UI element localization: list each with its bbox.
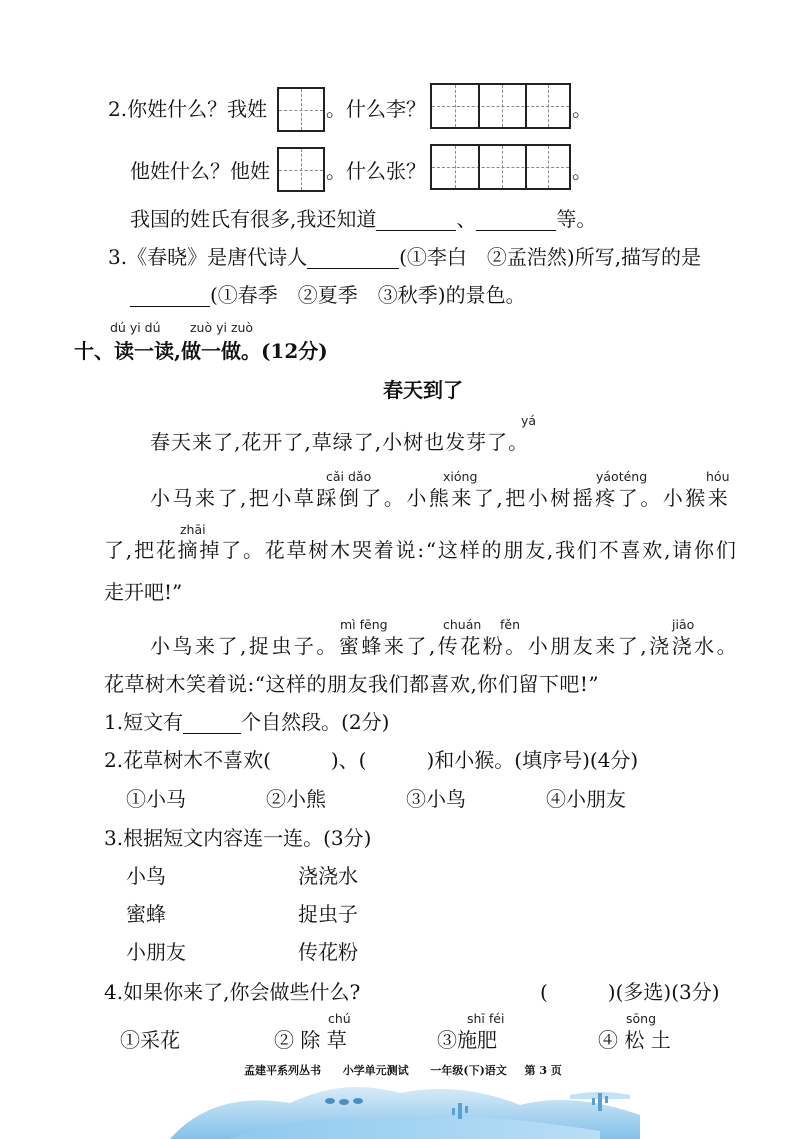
write-box-li[interactable] [430, 83, 571, 129]
match-right-2[interactable]: 捉虫子 [298, 902, 358, 926]
section-title: 十、读一读,做一做。(12分) [74, 339, 328, 363]
q2-line2-middle: 。什么张？ [326, 159, 426, 183]
pinyin-song: sōng [626, 1011, 657, 1026]
q3-line1 [108, 245, 701, 269]
match-left-3[interactable]: 小朋友 [126, 940, 186, 964]
question-3: 3.根据短文内容连一连。(3分) [104, 826, 372, 850]
q4-option-4: ④ 松 土 [598, 1028, 671, 1052]
footer-grade: 一年级(下)语文 [430, 1064, 507, 1077]
q4-option-2: ② 除 草 [274, 1028, 347, 1052]
write-box-surname-1[interactable] [277, 87, 325, 132]
q4-option-3: ③施肥 [437, 1028, 497, 1052]
passage-title: 春天到了 [383, 378, 463, 402]
q2-option-3: ③小鸟 [406, 787, 466, 811]
question-4: 4.如果你来了,你会做些什么? [104, 980, 361, 1004]
passage-p3-line1: 小鸟来了,捉虫子。蜜蜂来了,传花粉。小朋友来了,浇浇水。 [150, 634, 740, 658]
pinyin-chu: chú [328, 1011, 351, 1026]
q3-line1-text: 3.《春晓》是唐代诗人 [108, 245, 308, 269]
blank-surname-2[interactable] [476, 210, 556, 231]
q2-option-4: ④小朋友 [546, 787, 626, 811]
footer-page: 第 3 页 [524, 1064, 562, 1077]
desert-landscape-illustration [0, 1065, 793, 1139]
blank-poet[interactable] [307, 248, 399, 269]
pinyin-zuo-yi-zuo: zuò yi zuò [190, 320, 254, 335]
question-1-text: 1.短文有 [104, 710, 184, 734]
q4-option-1: ①采花 [120, 1028, 180, 1052]
passage-p2-line1: 小马来了,把小草踩倒了。小熊来了,把小树摇疼了。小猴来 [150, 486, 731, 510]
q2-line3 [130, 207, 596, 231]
q2-option-1: ①小马 [126, 787, 186, 811]
camel-caravan-icon [325, 1098, 363, 1105]
write-box-zhang[interactable] [430, 144, 571, 190]
question-1-tail: 个自然段。(2分) [241, 710, 390, 734]
pinyin-fen: fěn [500, 617, 521, 632]
q2-line2-prefix: 他姓什么？他姓 [130, 159, 270, 183]
pinyin-caidao: cǎi dǎo [326, 469, 372, 484]
blank-surname-1[interactable] [376, 210, 456, 231]
pinyin-du-yi-du: dú yi dú [110, 320, 161, 335]
q2-line1-end: 。 [572, 97, 592, 121]
footer-test: 小学单元测试 [342, 1064, 409, 1077]
q3-line2-options: (①春季 ②夏季 ③秋季)的景色。 [210, 283, 526, 307]
footer-series: 孟建平系列丛书 [244, 1064, 321, 1077]
match-left-2[interactable]: 蜜蜂 [126, 902, 166, 926]
passage-p2-line2: 了,把花摘掉了。花草树木哭着说:“这样的朋友,我们不喜欢,请你们 [104, 538, 738, 562]
pinyin-hou: hóu [706, 469, 730, 484]
q3-line2 [130, 283, 526, 307]
pinyin-mifeng: mì fēng [340, 617, 388, 632]
pinyin-shifei: shī féi [467, 1011, 505, 1026]
pinyin-yaoteng: yáoténg [596, 469, 648, 484]
q2-line3-sep: 、 [456, 207, 477, 231]
blank-paragraph-count[interactable] [183, 713, 241, 734]
passage-p2-line3: 走开吧!” [104, 580, 183, 604]
question-1 [104, 710, 389, 734]
pinyin-ya: yá [521, 413, 537, 428]
pinyin-jiao: jiāo [672, 617, 695, 632]
pinyin-xiong: xióng [443, 469, 478, 484]
q3-line1-options: (①李白 ②孟浩然)所写,描写的是 [399, 245, 702, 269]
q2-line1-prefix: 2.你姓什么？我姓 [108, 97, 268, 121]
q2-line3-text: 我国的姓氏有很多,我还知道 [130, 207, 377, 231]
match-right-3[interactable]: 传花粉 [298, 940, 358, 964]
match-right-1[interactable]: 浇浇水 [298, 864, 358, 888]
passage-p3-line2: 花草树木笑着说:“这样的朋友我们都喜欢,你们留下吧!” [104, 672, 600, 696]
question-2: 2.花草树木不喜欢( )、( )和小猴。(填序号)(4分) [104, 748, 639, 772]
write-box-surname-2[interactable] [277, 147, 325, 192]
pinyin-chuan: chuán [443, 617, 482, 632]
passage-p1: 春天来了,花开了,草绿了,小树也发芽了。 [150, 430, 530, 454]
q2-line1-middle: 。什么李？ [326, 97, 426, 121]
match-left-1[interactable]: 小鸟 [126, 864, 166, 888]
question-4-answer[interactable]: ( )(多选)(3分) [540, 980, 720, 1004]
q2-option-2: ②小熊 [266, 787, 326, 811]
pinyin-zhai: zhāi [180, 522, 206, 537]
q2-line2-end: 。 [572, 159, 592, 183]
q2-line3-end: 等。 [556, 207, 597, 231]
blank-season[interactable] [130, 286, 210, 307]
